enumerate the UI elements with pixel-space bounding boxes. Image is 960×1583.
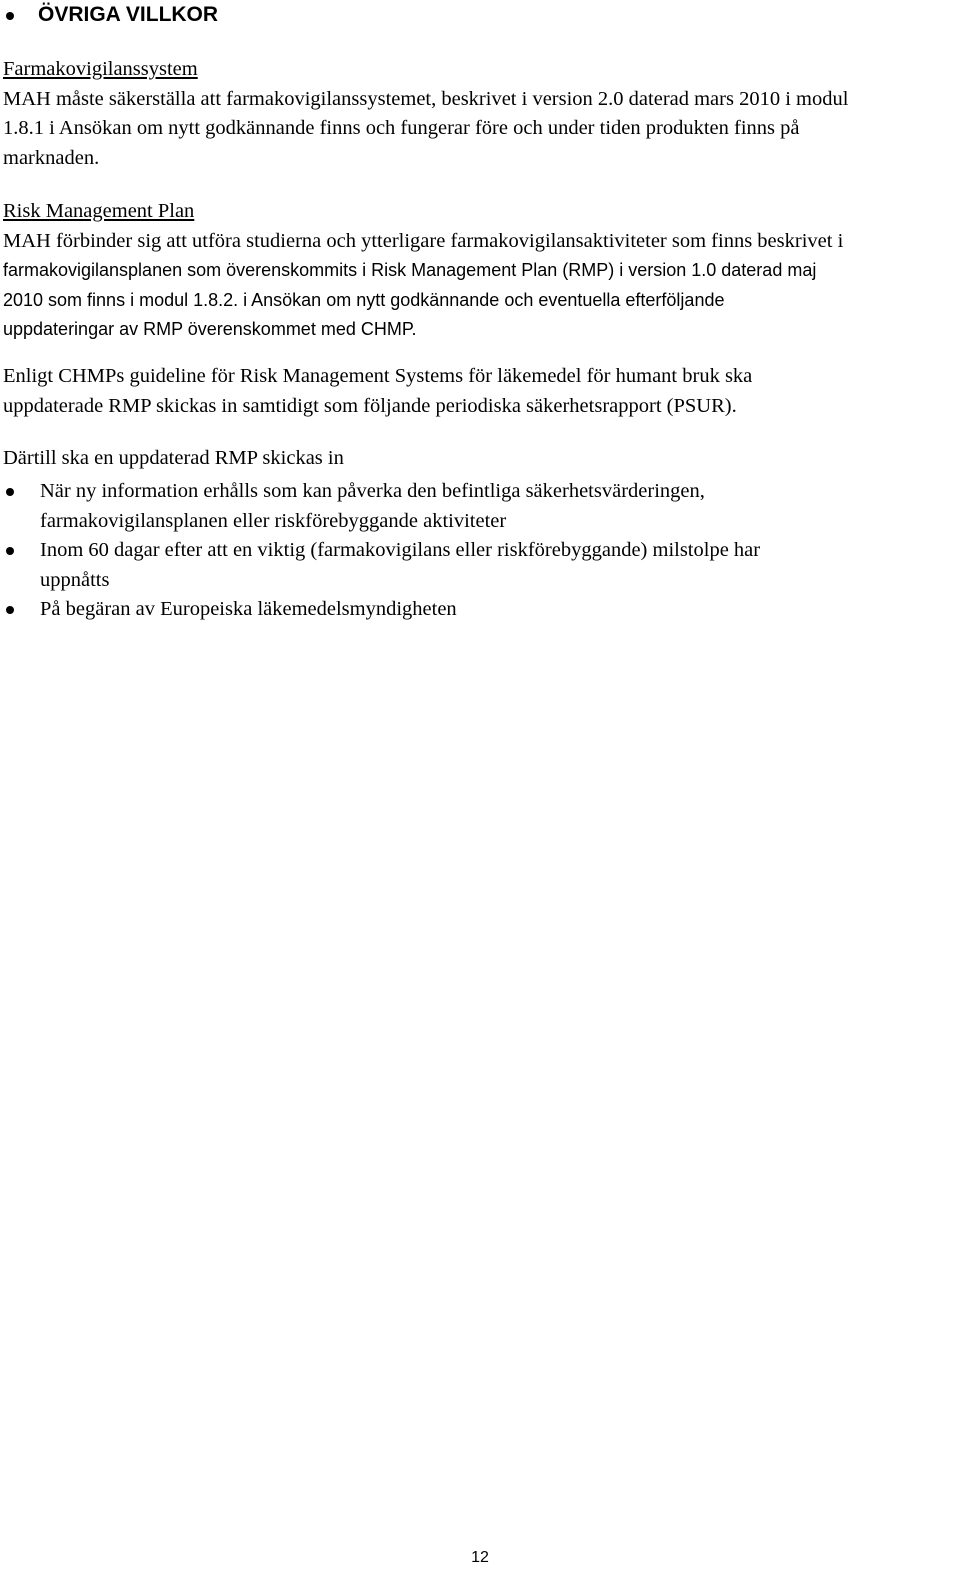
section-heading — [0, 0, 700, 32]
bullet-icon — [6, 547, 14, 555]
list-item-line: uppnåtts — [40, 568, 110, 591]
bullet-icon — [6, 12, 14, 20]
list-item-line: Inom 60 dagar efter att en viktig (farmakovigilans eller riskförebyggande) milstolpe har — [40, 539, 761, 561]
body-line: Därtill ska en uppdaterad RMP skickas in — [3, 447, 344, 469]
bullet-icon — [6, 488, 14, 496]
risk-management-plan-section — [3, 197, 953, 345]
list-item-line: farmakovigilansplanen eller riskförebyggande aktiviteter — [40, 509, 507, 532]
section-heading-text: ÖVRIGA VILLKOR — [38, 3, 219, 26]
bullet-icon — [6, 606, 14, 614]
body-line: 1.8.1 i Ansökan om nytt godkännande finns och fungerar före och under tiden produkten finns på — [3, 117, 800, 139]
list-item-line: På begäran av Europeiska läkemedelsmyndigheten — [40, 598, 457, 620]
chmp-guideline-paragraph — [3, 362, 953, 421]
list-item-line: När ny information erhålls som kan påverka den befintliga säkerhetsvärderingen, — [40, 480, 705, 502]
risk-management-plan-title: Risk Management Plan — [3, 200, 195, 222]
list-item — [0, 477, 950, 536]
page-number: 12 — [471, 1549, 489, 1566]
body-line: farmakovigilansplanen som överenskommits i Risk Management Plan (RMP) i version 1.0 daterad maj — [3, 260, 817, 280]
body-line: uppdateringar av RMP överenskommet med CHMP. — [3, 319, 417, 339]
body-line: marknaden. — [3, 146, 100, 169]
rmp-submission-list — [0, 477, 950, 625]
dartill-intro — [3, 444, 953, 474]
list-item — [0, 595, 950, 625]
body-line: uppdaterade RMP skickas in samtidigt som följande periodiska säkerhetsrapport (PSUR). — [3, 394, 737, 417]
body-line: MAH förbinder sig att utföra studierna och ytterligare farmakovigilansaktiviteter som finns beskrivet i — [3, 229, 844, 252]
body-line: 2010 som finns i modul 1.8.2. i Ansökan om nytt godkännande och eventuella efterföljande — [3, 289, 725, 310]
risk-management-plan-body — [3, 227, 953, 345]
body-line: Enligt CHMPs guideline för Risk Management Systems för läkemedel för humant bruk ska — [3, 365, 753, 387]
farmakovigilanssystem-body — [3, 85, 953, 174]
farmakovigilanssystem-section — [3, 55, 953, 173]
list-item — [0, 536, 950, 595]
farmakovigilanssystem-title: Farmakovigilanssystem — [3, 58, 198, 80]
body-line: MAH måste säkerställa att farmakovigilanssystemet, beskrivet i version 2.0 daterad mars 2010 i modul — [3, 87, 849, 110]
